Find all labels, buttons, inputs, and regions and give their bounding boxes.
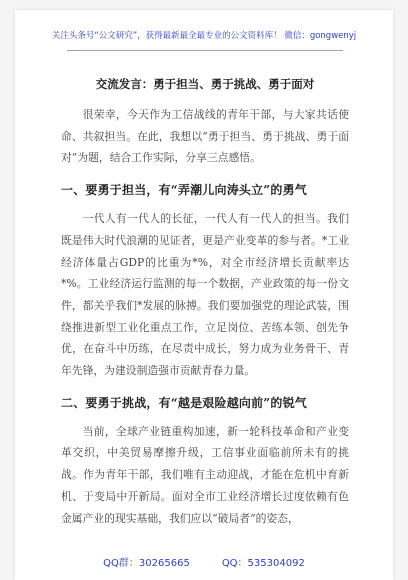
intro-paragraph: 很荣幸，今天作为工信战线的青年干部，与大家共话使命、共叙担当。在此，我想以“勇于担当、勇于挑战、勇于面对”为题，结合工作实际，分享三点感悟。: [61, 108, 349, 165]
section-1-paragraph: 一代人有一代人的长征，一代人有一代人的担当。我们既是伟大时代浪潮的见证者，更是产业变革的参与者。*工业经济体量占GDP的比重为*%，对全市经济增长贡献率达*%。工业经济运行监测的每一个数据，产业政策的每一份文件，都关乎我们*发展的脉搏。我们要加强党的理论武装，围绕推进新型工业化重点工作，立足岗位、苦练本领、创先争优，在奋斗中历练，在尽责中成长，努力成为业务骨干、青年先锋，为建设制造强市贡献青春力量。: [61, 212, 349, 378]
document-body: [61, 68, 349, 529]
document-page: [15, 10, 393, 580]
section-heading-1: 一、要勇于担当，有“弄潮儿向涛头立”的勇气: [61, 183, 308, 198]
section-heading-2: 二、要勇于挑战，有“越是艰险越向前”的锐气: [61, 395, 308, 410]
footer-contact: [15, 554, 393, 569]
footer-qq-group[interactable]: QQ群：30265665: [103, 558, 190, 569]
section-2-paragraph: 当前，全球产业链重构加速，新一轮科技革命和产业变革交织，中美贸易摩擦升级，工信事业面临前所未有的挑战。作为青年干部，我们唯有主动迎战，才能在危机中育新机、于变局中开新局。面对全市工业经济增长过度依赖有色金属产业的现实基础，我们应以“破局者”的姿态，: [61, 424, 349, 525]
document-title: 交流发言：勇于担当、勇于挑战、勇于面对: [95, 77, 315, 91]
header-banner[interactable]: 关注头条号“公文研究”，获得最新最全最专业的公文资料库！ 微信：gongwenyj: [51, 31, 357, 41]
footer-qq[interactable]: QQ：535304092: [221, 558, 305, 569]
header-rule: [67, 50, 343, 51]
